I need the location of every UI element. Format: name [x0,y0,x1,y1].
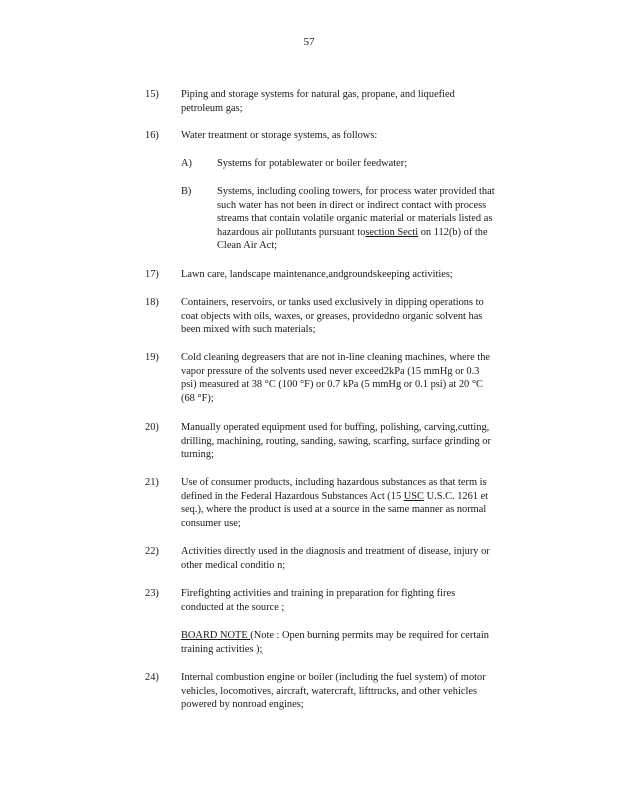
item-number: 18) [145,297,159,308]
item-text: Water treatment or storage systems, as follows: [181,130,378,141]
item-number: 24) [145,672,159,683]
item-number: 23) [145,588,159,599]
item-text: Activities directly used in the diagnosis and treatment of disease, injury or other medical conditio n; [181,546,490,571]
board-note-text: BOARD NOTE (Note : Open burning permits may be required for certain training activities ); [181,630,489,655]
board-note-label: BOARD NOTE [181,630,251,641]
underlined-insertion: ; [281,601,285,613]
item-number: 19) [145,352,159,363]
sub-item-text: Systems for potablewater or boiler feedwater; [217,158,408,169]
item-text: Firefighting activities and training in preparation for fighting fires conducted at the source ; [181,588,456,613]
item-text: Internal combustion engine or boiler (including the fuel system) of motor vehicles, locomotives, aircraft, watercraft, lifttrucks, and other vehicles powered by nonroad engines; [181,672,486,711]
item-text: Containers, reservoirs, or tanks used exclusively in dipping operations to coat objects with oils, waxes, or greases, providedno organic solvent has been mixed with such materials; [181,297,484,336]
item-number: 17) [145,269,159,280]
item-number: 16) [145,130,159,141]
item-number: 21) [145,477,159,488]
underlined-insertion: USC [403,490,424,502]
sub-item-letter: B) [181,186,192,197]
underlined-insertion: section Secti [365,226,419,238]
sub-item-letter: A) [181,158,192,169]
item-text: Use of consumer products, including hazardous substances as that term is defined in the Federal Hazardous Substances Act (15 USC U.S.C. 1261 et seq.), where the product is used at a source in the same manner as normal consumer use; [181,477,489,529]
item-number: 22) [145,546,159,557]
page-number: 57 [303,36,315,48]
item-text: Cold cleaning degreasers that are not in-line cleaning machines, where the vapor pressure of the solvents used never exceed2kPa (15 mmHg or 0.3 psi) measured at 38 °C (100 °F) or 0.7 kPa (5 mmHg or 0.1 psi) at 20 °C (68 °F); [181,352,490,404]
item-text: Manually operated equipment used for buffing, polishing, carving,cutting, drilling, machining, routing, sanding, sawing, scarfing, surface grinding or turning; [181,422,491,461]
item-number: 20) [145,422,159,433]
sub-item-text: Systems, including cooling towers, for process water provided that such water has not been in direct or indirect contact with process streams that contain volatile organic material or materials listed as hazardous air pollutants pursuant tosection Secti on 112(b) of the Clean Air Act; [217,186,495,252]
item-number: 15) [145,89,159,100]
item-text: Lawn care, landscape maintenance,andgroundskeeping activities; [181,269,453,280]
item-text: Piping and storage systems for natural gas, propane, and liquefied petroleum gas; [181,89,455,114]
